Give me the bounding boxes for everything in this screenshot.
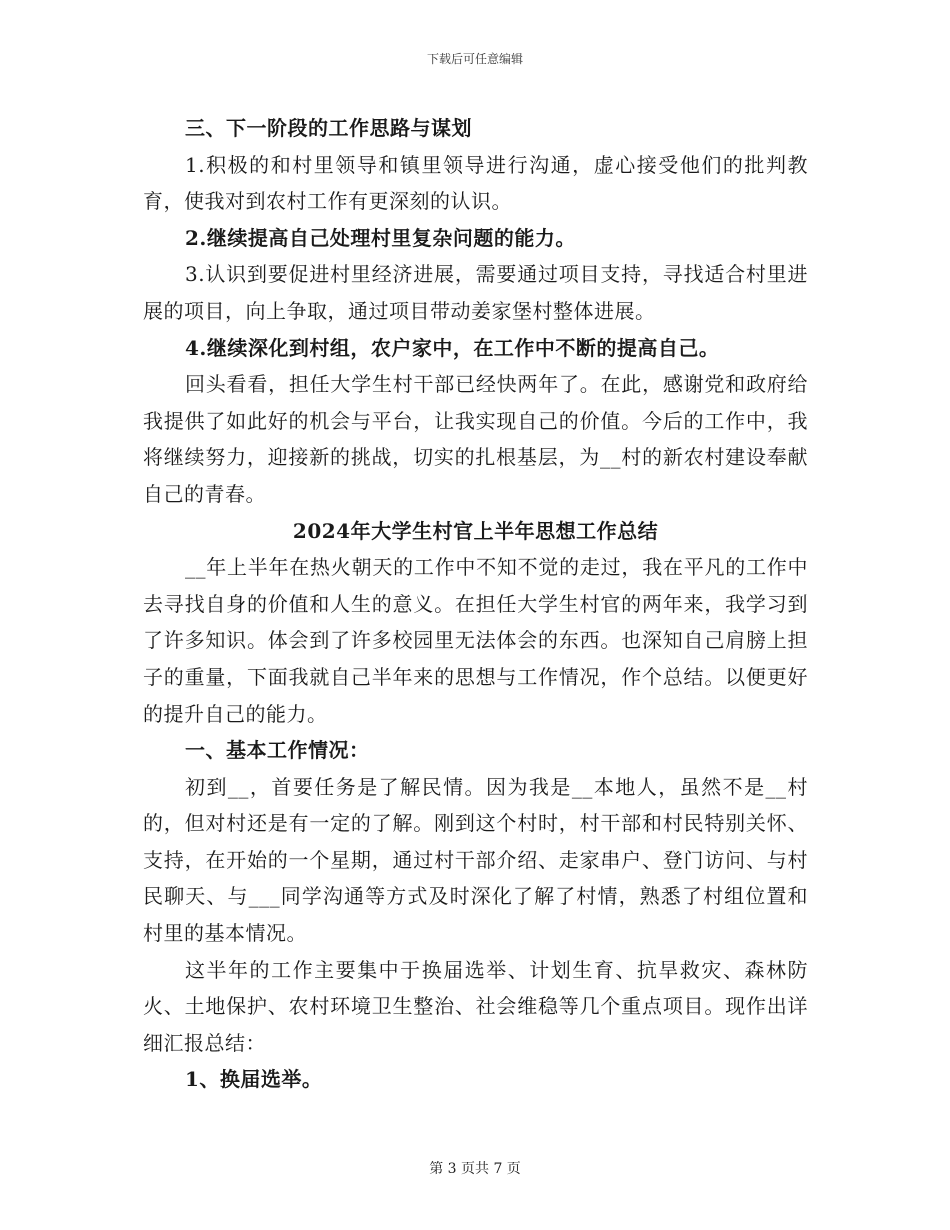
document-title: 2024年大学生村官上半年思想工作总结 bbox=[292, 518, 659, 543]
paragraph-situation: 初到__，首要任务是了解民情。因为我是__本地人，虽然不是__村的，但对村还是有一定的了解。刚到这个村时，村干部和村民特别关怀、支持，在开始的一个星期，通过村干部介绍、走家串户、登门访问、与村民聊天、与___同学沟通等方式及时深化了解了村情，熟悉了村组位置和村里的基本情况。 bbox=[143, 774, 808, 946]
page-header: 下载后可任意编辑 bbox=[426, 52, 523, 66]
paragraph-intro: __年上半年在热火朝天的工作中不知不觉的走过，我在平凡的工作中去寻找自身的价值和人生的意义。在担任大学生村官的两年来，我学习到了许多知识。体会到了许多校园里无法体会的东西。也深知自己肩膀上担子的重量，下面我就自己半年来的思想与工作情况，作个总结。以便更好的提升自己的能力。 bbox=[143, 555, 808, 726]
paragraph-item-3: 3.认识到要促进村里经济进展，需要通过项目支持，寻找适合村里进展的项目，向上争取，通过项目带动姜家堡村整体进展。 bbox=[143, 262, 808, 323]
paragraph-item-4: 4.继续深化到村组，农户家中，在工作中不断的提高自己。 bbox=[185, 335, 720, 360]
subsection-heading-1: 1、换届选举。 bbox=[185, 1067, 323, 1092]
paragraph-item-1: 1.积极的和村里领导和镇里领导进行沟通，虚心接受他们的批判教育，使我对到农村工作有更深刻的认识。 bbox=[143, 152, 808, 214]
page-footer: 第 3 页共 7 页 bbox=[429, 1161, 521, 1177]
section-heading-1: 一、基本工作情况： bbox=[185, 738, 370, 763]
document-body bbox=[143, 110, 808, 1098]
paragraph-closing: 回头看看，担任大学生村干部已经快两年了。在此，感谢党和政府给我提供了如此好的机会与平台，让我实现自己的价值。今后的工作中，我将继续努力，迎接新的挑战，切实的扎根基层，为__村的新农村建设奉献自己的青春。 bbox=[143, 372, 808, 506]
paragraph-summary: 这半年的工作主要集中于换届选举、计划生育、抗旱救灾、森林防火、土地保护、农村环境卫生整治、社会维稳等几个重点项目。现作出详细汇报总结： bbox=[143, 957, 808, 1055]
paragraph-item-2: 2.继续提高自己处理村里复杂问题的能力。 bbox=[185, 225, 576, 250]
section-heading-3: 三、下一阶段的工作思路与谋划 bbox=[185, 116, 472, 140]
